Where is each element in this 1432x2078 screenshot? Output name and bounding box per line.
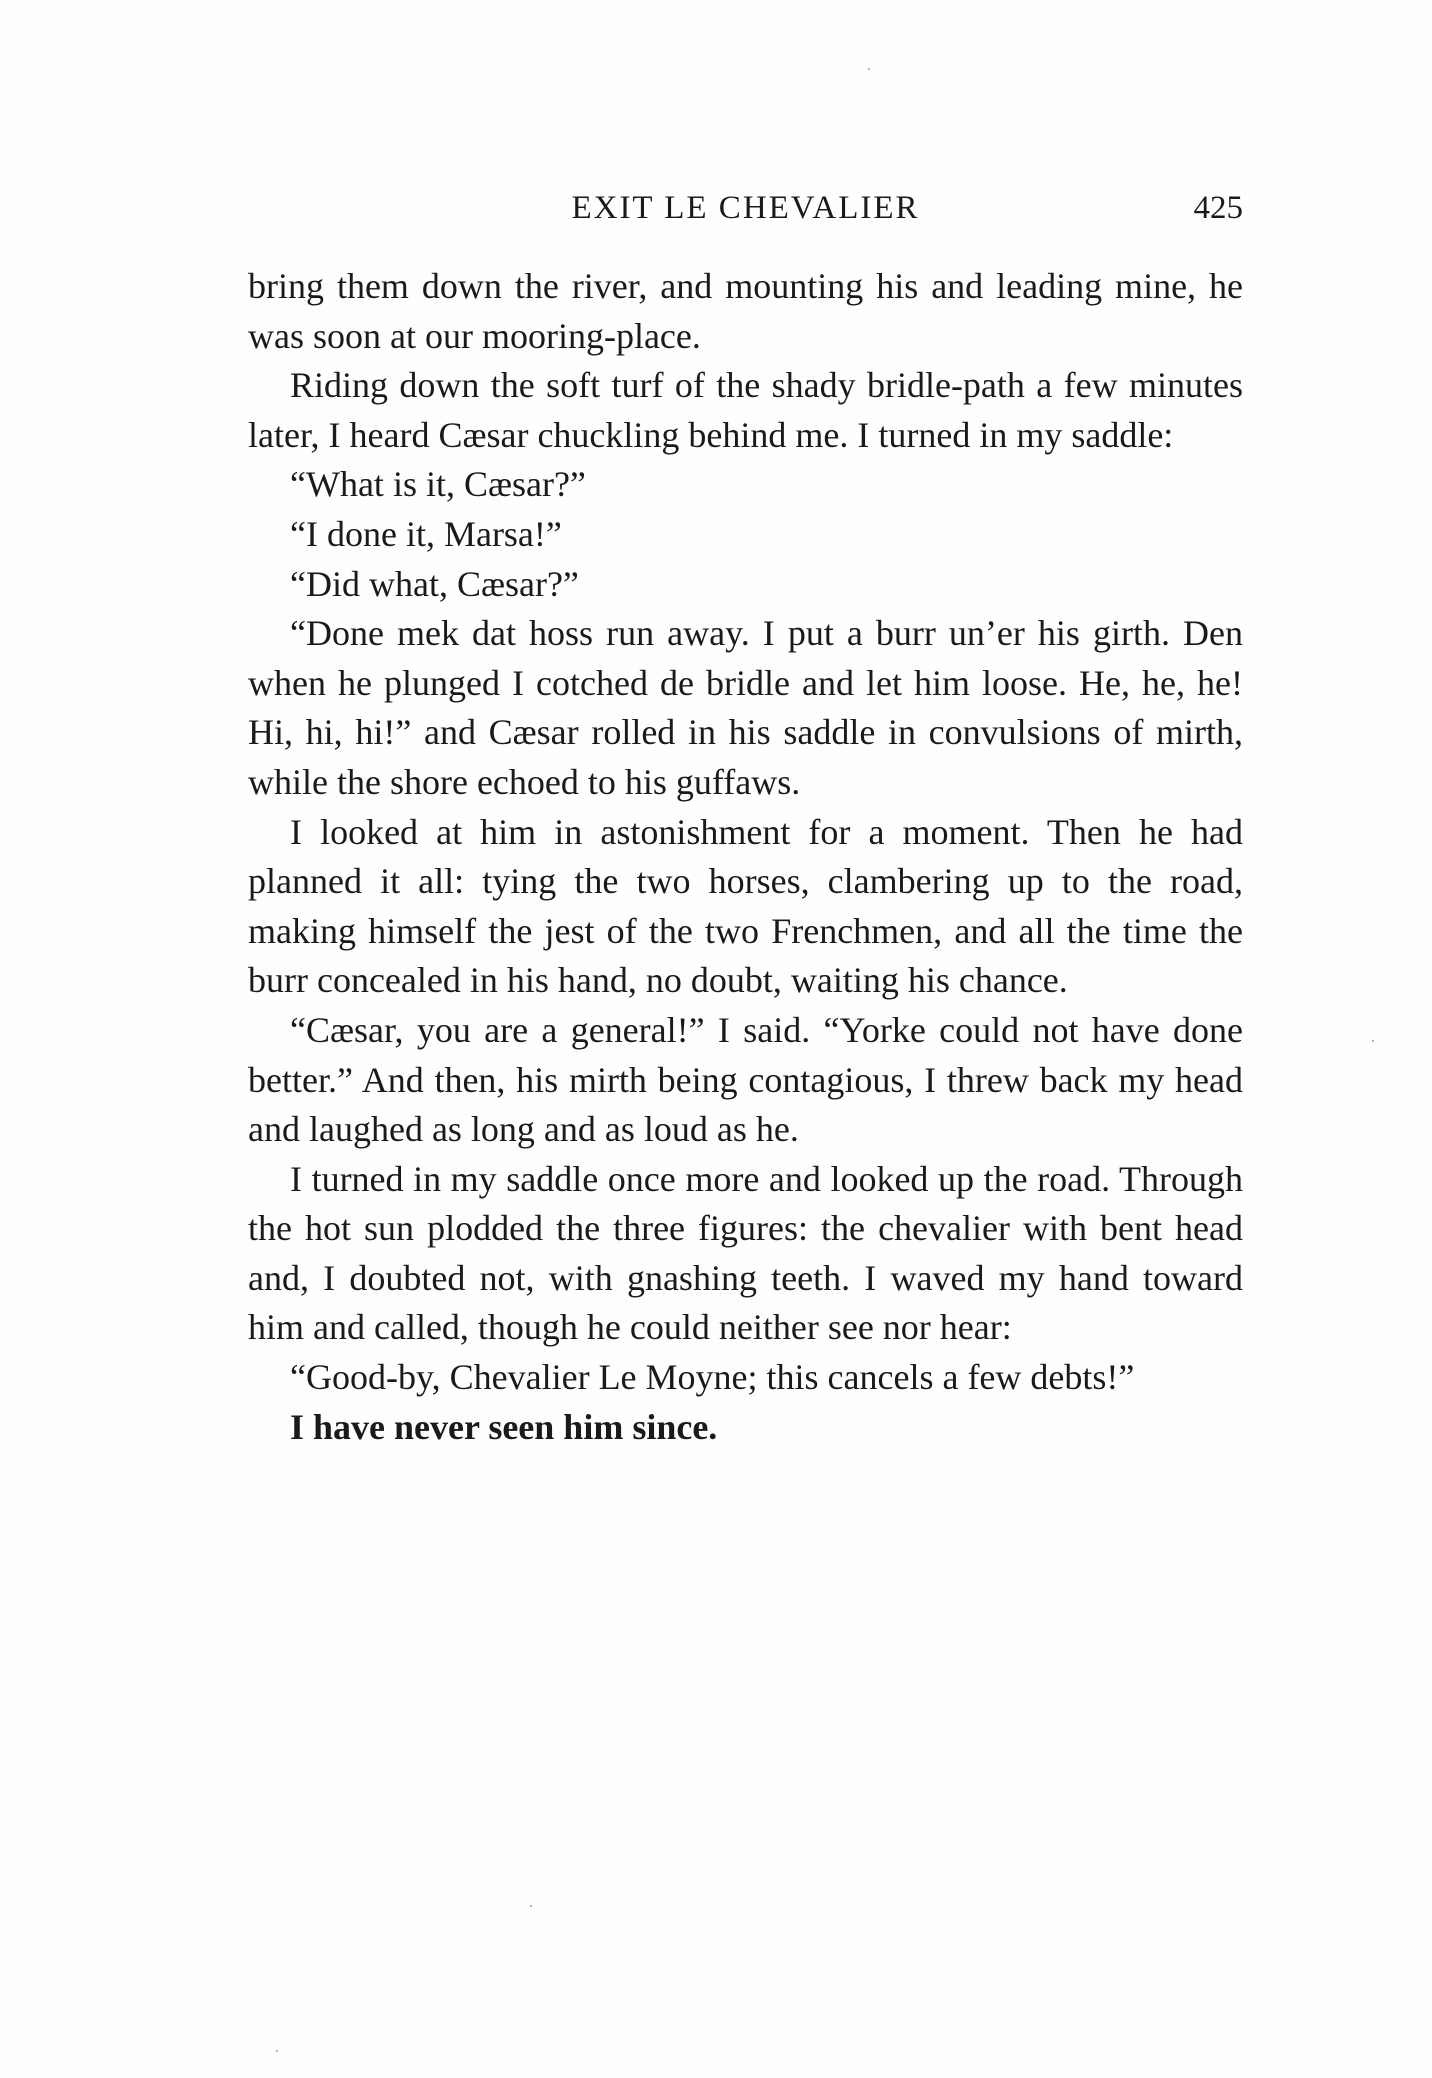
running-head (248, 190, 1243, 234)
paragraph: I looked at him in astonishment for a moment. Then he had planned it all: tying the two horses, clambering up to the road, making himself the jest of the two Frenchmen, and all the time the burr concealed in his hand, no doubt, waiting his chance. (248, 811, 1243, 1001)
closing-line: I have never seen him since. (290, 1406, 718, 1447)
paragraph: “Cæsar, you are a general!” I said. “Yorke could not have done better.” And then, his mirth being contagious, I threw back my head and laughed as long and as loud as he. (248, 1009, 1243, 1150)
dialogue-line: “I done it, Marsa!” (290, 513, 562, 554)
dialogue-line: “Did what, Cæsar?” (290, 563, 579, 604)
page-number: 425 (1193, 190, 1243, 226)
paragraph-continued: bring them down the river, and mounting his and leading mine, he was soon at our mooring-place. (248, 266, 1243, 356)
dialogue-line: “What is it, Cæsar?” (290, 464, 586, 505)
paper-speck (276, 2050, 278, 2052)
paper-speck (868, 68, 870, 70)
running-title: EXIT LE CHEVALIER (571, 190, 920, 226)
paragraph: “Good-by, Chevalier Le Moyne; this cancels a few debts!” (290, 1357, 1135, 1398)
paragraph: “Done mek dat hoss run away. I put a burr un’er his girth. Den when he plunged I cotched de bridle and let him loose. He, he, he! Hi, hi, hi!” and Cæsar rolled in his saddle in convulsions of mirth, while the shore echoed to his guffaws. (248, 613, 1243, 802)
body-text (248, 262, 1243, 1452)
paper-speck (530, 1905, 532, 1907)
paper-speck (1372, 1040, 1374, 1042)
paragraph: I turned in my saddle once more and looked up the road. Through the hot sun plodded the three figures: the chevalier with bent head and, I doubted not, with gnashing teeth. I waved my hand toward him and called, though he could neither see nor hear: (248, 1158, 1243, 1348)
paragraph: Riding down the soft turf of the shady bridle-path a few minutes later, I heard Cæsar chuckling behind me. I turned in my saddle: (248, 365, 1243, 455)
